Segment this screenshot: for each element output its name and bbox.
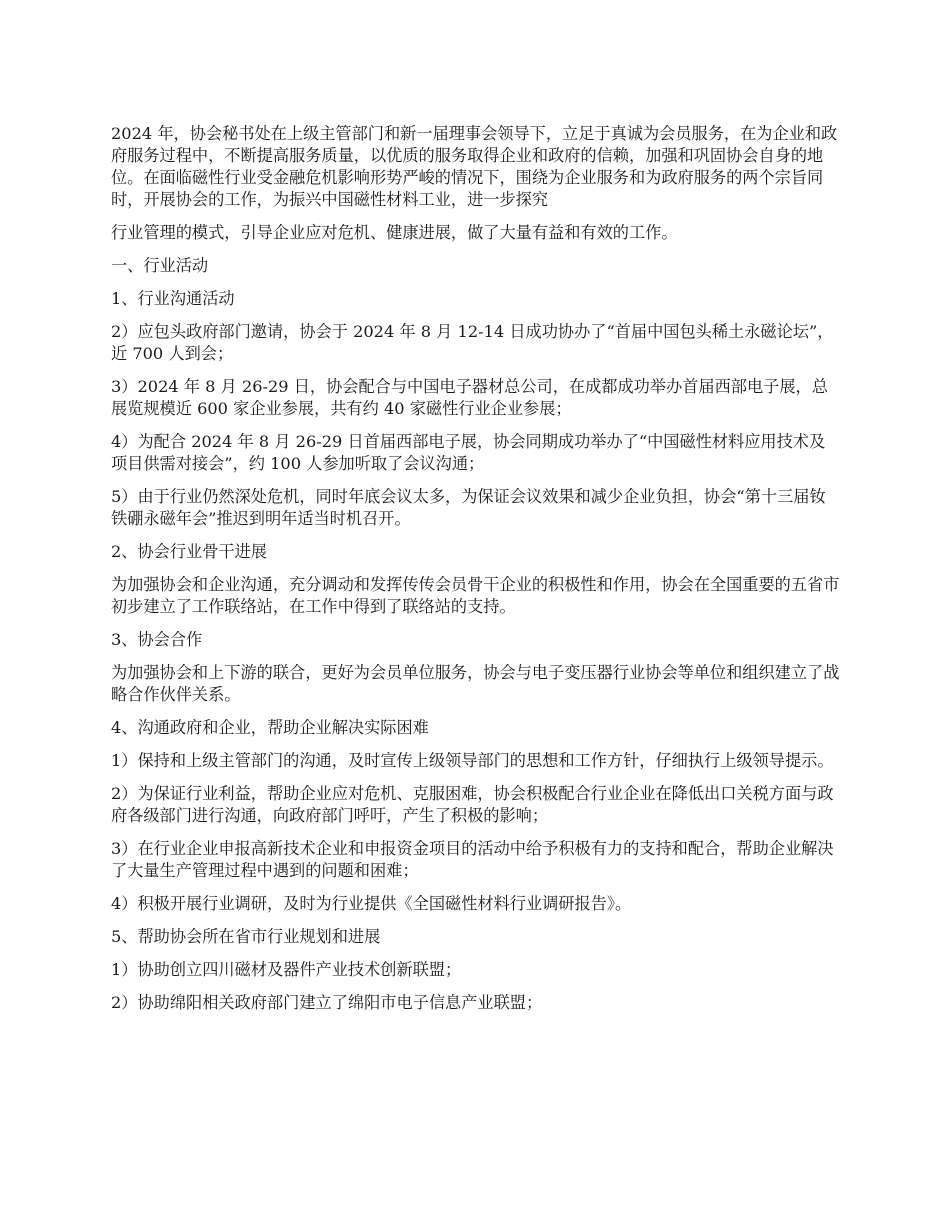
list-item: 3）2024 年 8 月 26-29 日，协会配合与中国电子器材总公司，在成都成功举办首届西部电子展，总展览规模近 600 家企业参展，共有约 40 家磁性行业企业参展； <box>111 377 828 418</box>
subheading-communication-activities: 1、行业沟通活动 <box>111 289 235 308</box>
list-item: 2）协助绵阳相关政府部门建立了绵阳市电子信息产业联盟； <box>111 993 543 1012</box>
subheading-backbone-development: 2、协会行业骨干进展 <box>111 542 267 561</box>
document-body <box>111 123 841 1025</box>
subheading-government-enterprise: 4、沟通政府和企业，帮助企业解决实际困难 <box>111 718 429 737</box>
intro-paragraph-continued: 行业管理的模式，引导企业应对危机、健康进展，做了大量有益和有效的工作。 <box>111 223 678 242</box>
body-paragraph: 为加强协会和企业沟通，充分调动和发挥传传会员骨干企业的积极性和作用，协会在全国重要的五省市初步建立了工作联络站，在工作中得到了联络站的支持。 <box>111 575 840 616</box>
list-item: 3）在行业企业申报高新技术企业和申报资金项目的活动中给予积极有力的支持和配合，帮助企业解决了大量生产管理过程中遇到的问题和困难； <box>111 839 834 880</box>
list-item: 4）积极开展行业调研，及时为行业提供《全国磁性材料行业调研报告》。 <box>111 894 632 913</box>
subheading-regional-planning: 5、帮助协会所在省市行业规划和进展 <box>111 927 381 946</box>
list-item: 2）应包头政府部门邀请，协会于 2024 年 8 月 12-14 日成功协办了“首届中国包头稀土永磁论坛”，近 700 人到会； <box>111 322 834 363</box>
subheading-cooperation: 3、协会合作 <box>111 630 203 649</box>
list-item: 1）保持和上级主管部门的沟通，及时宣传上级领导部门的思想和工作方针，仔细执行上级领导提示。 <box>111 751 834 770</box>
list-item: 5）由于行业仍然深处危机，同时年底会议太多，为保证会议效果和减少企业负担，协会“第十三届钕铁硼永磁年会”推迟到明年适当时机召开。 <box>111 487 826 528</box>
intro-paragraph: 2024 年，协会秘书处在上级主管部门和新一届理事会领导下，立足于真诚为会员服务，在为企业和政府服务过程中，不断提高服务质量，以优质的服务取得企业和政府的信赖，加强和巩固协会自身的地位。在面临磁性行业受金融危机影响形势严峻的情况下，围绕为企业服务和为政府服务的两个宗旨同时，开展协会的工作，为振兴中国磁性材料工业，进一步探究 <box>111 124 838 209</box>
list-item: 1）协助创立四川磁材及器件产业技术创新联盟； <box>111 960 462 979</box>
body-paragraph: 为加强协会和上下游的联合，更好为会员单位服务，协会与电子变压器行业协会等单位和组织建立了战略合作伙伴关系。 <box>111 663 840 704</box>
list-item: 4）为配合 2024 年 8 月 26-29 日首届西部电子展，协会同期成功举办了“中国磁性材料应用技术及项目供需对接会”，约 100 人参加听取了会议沟通； <box>111 432 826 473</box>
list-item: 2）为保证行业利益，帮助企业应对危机、克服困难，协会积极配合行业企业在降低出口关税方面与政府各级部门进行沟通，向政府部门呼吁，产生了积极的影响； <box>111 784 834 825</box>
section-heading-industry-activities: 一、行业活动 <box>111 256 209 275</box>
